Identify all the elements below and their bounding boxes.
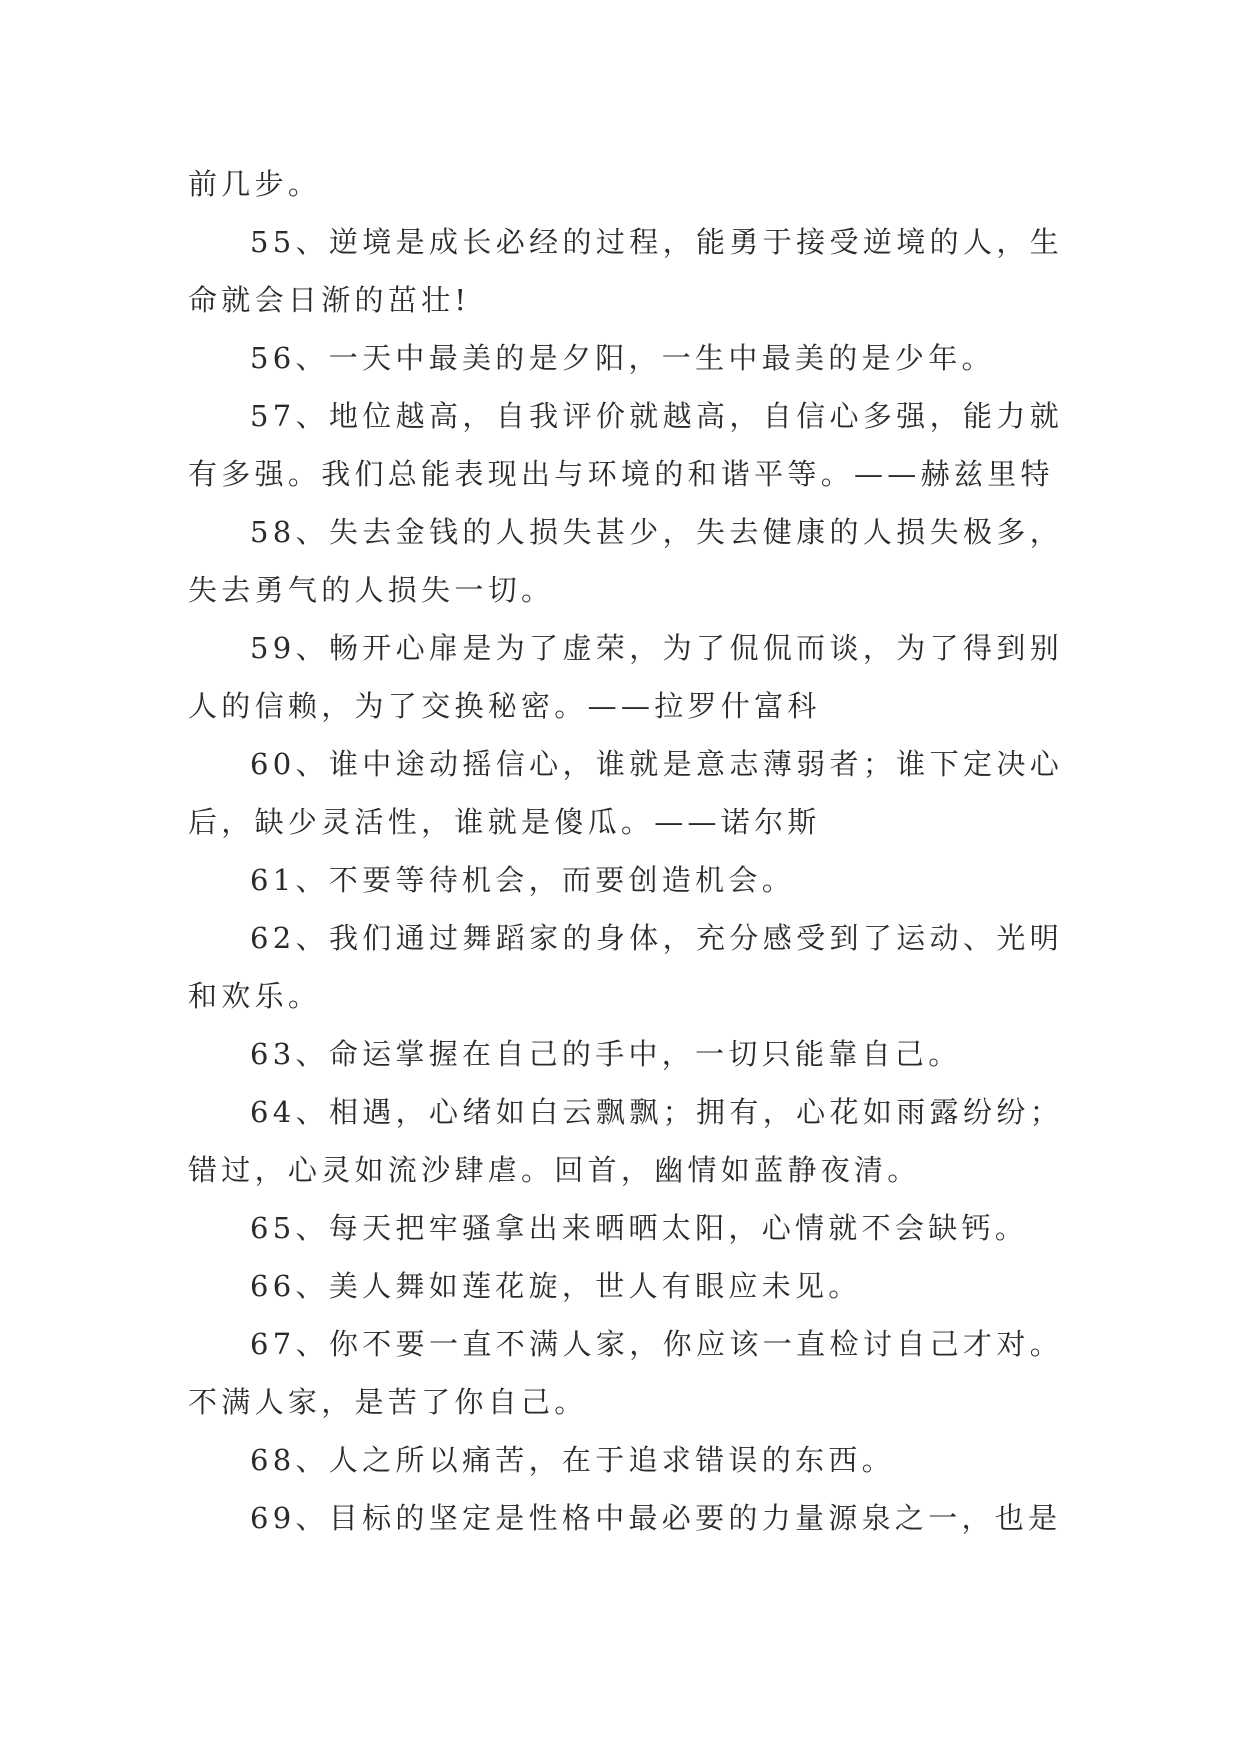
paragraph-58: 58、失去金钱的人损失甚少，失去健康的人损失极多，失去勇气的人损失一切。: [188, 515, 1063, 607]
paragraph-68: 68、人之所以痛苦，在于追求错误的东西。: [250, 1443, 895, 1477]
paragraph-65: 65、每天把牢骚拿出来晒晒太阳，心情就不会缺钙。: [250, 1211, 1029, 1245]
paragraph-62: 62、我们通过舞蹈家的身体，充分感受到了运动、光明和欢乐。: [188, 921, 1063, 1013]
paragraph-66: 66、美人舞如莲花旋，世人有眼应未见。: [250, 1269, 862, 1303]
paragraph-55: 55、逆境是成长必经的过程，能勇于接受逆境的人，生命就会日渐的茁壮!: [188, 225, 1063, 317]
paragraph-60: 60、谁中途动摇信心，谁就是意志薄弱者；谁下定决心后，缺少灵活性，谁就是傻瓜。——诺尔斯: [188, 747, 1063, 839]
document-body: [188, 155, 1063, 1547]
paragraph-64: 64、相遇，心绪如白云飘飘；拥有，心花如雨露纷纷；错过，心灵如流沙肆虐。回首，幽情如蓝静夜清。: [188, 1095, 1063, 1187]
paragraph-59: 59、畅开心扉是为了虚荣，为了侃侃而谈，为了得到别人的信赖，为了交换秘密。——拉罗什富科: [188, 631, 1063, 723]
paragraph-continuation: 前几步。: [188, 167, 322, 201]
paragraph-67: 67、你不要一直不满人家，你应该一直检讨自己才对。不满人家，是苦了你自己。: [188, 1327, 1063, 1419]
paragraph-63: 63、命运掌握在自己的手中，一切只能靠自己。: [250, 1037, 962, 1071]
paragraph-56: 56、一天中最美的是夕阳，一生中最美的是少年。: [250, 341, 995, 375]
paragraph-57: 57、地位越高，自我评价就越高，自信心多强，能力就有多强。我们总能表现出与环境的和谐平等。——赫兹里特: [188, 399, 1063, 491]
paragraph-61: 61、不要等待机会，而要创造机会。: [250, 863, 796, 897]
paragraph-69: 69、目标的坚定是性格中最必要的力量源泉之一，也是: [250, 1501, 1062, 1535]
